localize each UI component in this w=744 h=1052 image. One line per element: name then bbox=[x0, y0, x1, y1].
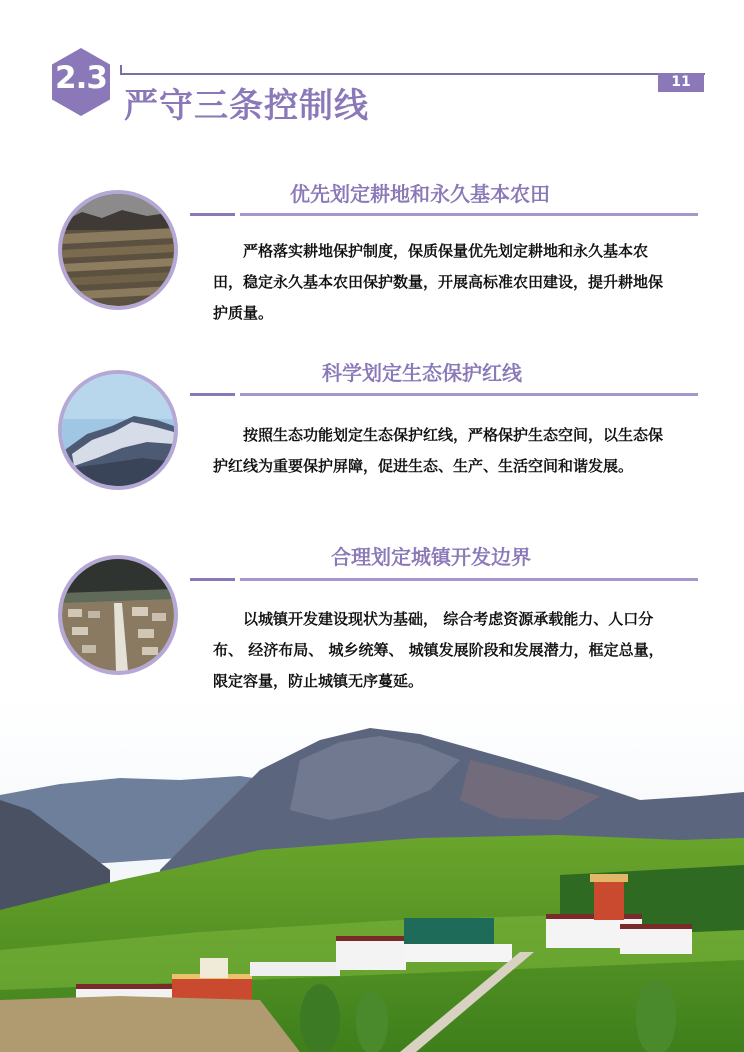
section-divider bbox=[240, 213, 698, 216]
section-divider-short bbox=[190, 213, 235, 216]
town-aerial-photo bbox=[58, 555, 178, 675]
farmland-photo bbox=[58, 190, 178, 310]
section-title-ecology: 科学划定生态保护红线 bbox=[322, 361, 522, 385]
page-title: 严守三条控制线 bbox=[124, 86, 369, 126]
section-divider bbox=[240, 393, 698, 396]
header-rule bbox=[120, 73, 705, 75]
section-body-farmland: 严格落实耕地保护制度，保质保量优先划定耕地和永久基本农田，稳定永久基本农田保护数量，开展高标准农田建设，提升耕地保护质量。 bbox=[213, 242, 664, 322]
section-title-town: 合理划定城镇开发边界 bbox=[331, 545, 531, 569]
grassland-monastery-landscape bbox=[0, 700, 744, 1052]
section-title-farmland: 优先划定耕地和永久基本农田 bbox=[290, 182, 550, 206]
section-body-town: 以城镇开发建设现状为基础， 综合考虑资源承载能力、人口分布、 经济布局、 城乡统筹、 城镇发展阶段和发展潜力，框定总量，限定容量，防止城镇无序蔓延。 bbox=[213, 610, 664, 690]
snowy-mountain-photo bbox=[58, 370, 178, 490]
section-divider-short bbox=[190, 578, 235, 581]
page-number: 11 bbox=[658, 73, 704, 92]
section-divider-short bbox=[190, 393, 235, 396]
section-divider bbox=[240, 578, 698, 581]
section-body-ecology: 按照生态功能划定生态保护红线，严格保护生态空间，以生态保护红线为重要保护屏障，促进生态、生产、生活空间和谐发展。 bbox=[213, 426, 664, 475]
section-number: 2.3 bbox=[55, 60, 107, 96]
